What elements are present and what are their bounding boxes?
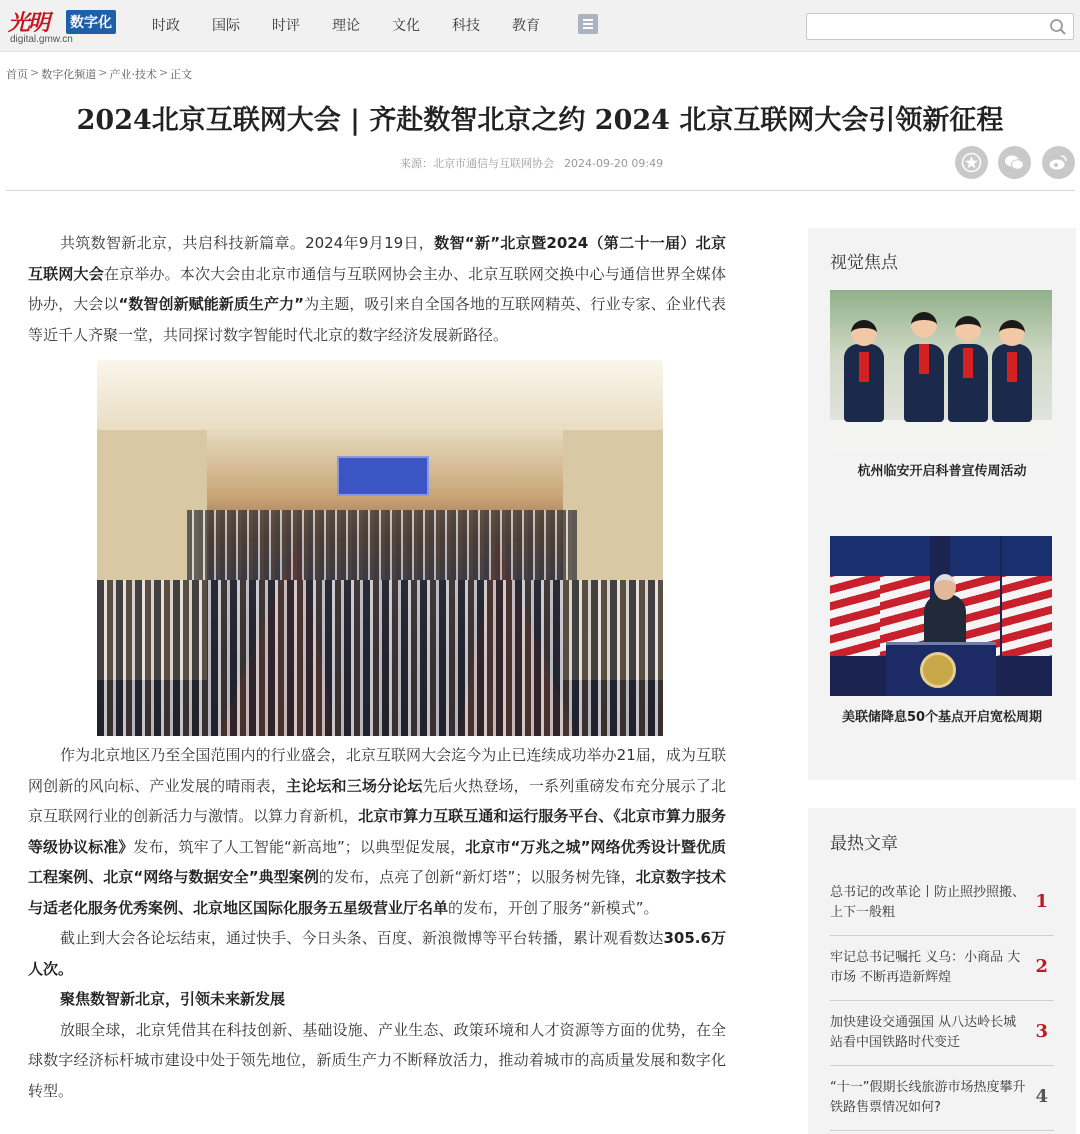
nav-item-theory[interactable]: 理论	[332, 18, 360, 34]
top-nav-bar	[0, 0, 1080, 52]
list-item[interactable]	[830, 871, 1054, 936]
focus-image-science-week[interactable]	[830, 290, 1052, 450]
visual-focus-heading: 视觉焦点	[830, 253, 898, 273]
search-input[interactable]	[807, 14, 1037, 39]
hot-article-title[interactable]: “十一”假期长线旅游市场热度攀升 铁路售票情况如何?	[830, 1080, 1026, 1115]
weibo-share-button[interactable]	[1042, 146, 1075, 179]
conference-photo	[97, 360, 663, 736]
breadcrumb-current: 正文	[170, 68, 193, 81]
hot-article-rank: 4	[1035, 1086, 1048, 1107]
hot-article-title[interactable]: 总书记的改革论丨防止照抄照搬、上下一般粗	[830, 885, 1026, 920]
hot-articles-list	[830, 871, 1054, 1131]
hot-article-title[interactable]: 牢记总书记嘱托 义乌：小商品 大市场 不断再造新辉煌	[830, 950, 1021, 985]
search-box	[806, 13, 1074, 40]
paragraph-summary: 作为北京地区乃至全国范围内的行业盛会，北京互联网大会迄今为止已连续成功举办21届，成为互联网创新的风向标、产业发展的晴雨表，主论坛和三场分论坛先后火热登场，一系列重磅发布充分展示了北京互联网行业的创新活力与激情。以算力育新机，北京市算力互联互通和运行服务平台、《北京市算力服务等级协议标准》发布，筑牢了人工智能“新高地”；以典型促发展，北京市“万兆之城”网络优秀设计暨优质工程案例、北京“网络与数据安全”典型案例的发布，点亮了创新“新灯塔”；以服务树先锋，北京数字技术与适老化服务优秀案例、北京地区国际化服务五星级营业厅名单的发布，开创了服务“新模式”。	[28, 746, 727, 917]
focus-caption-fed-rate-cut[interactable]: 美联储降息50个基点开启宽松周期	[841, 710, 1043, 725]
article-time: 2024-09-20 09:49	[564, 157, 664, 170]
paragraph-global: 放眼全球，北京凭借其在科技创新、基础设施、产业生态、政策环境和人才资源等方面的优势，在全球数字经济标杆城市建设中处于领先地位，新质生产力不断释放活力，推动着城市的高质量发展和数字化转型。	[28, 1020, 726, 1100]
list-item[interactable]	[830, 1066, 1054, 1131]
breadcrumb-home[interactable]: 首页	[6, 68, 28, 81]
title-divider	[6, 190, 1075, 191]
wechat-share-button[interactable]	[998, 146, 1031, 179]
paragraph-intro: 共筑数智新北京，共启科技新篇章。2024年9月19日，数智“新”北京暨2024（第二十一届）北京互联网大会在京举办。本次大会由北京市通信与互联网协会主办、北京互联网交换中心与通信世界全媒体协办，大会以“数智创新赋能新质生产力”为主题，吸引来自全国各地的互联网精英、行业专家、企业代表等近千人齐聚一堂，共同探讨数字智能时代北京的数字经济发展新路径。	[28, 234, 726, 344]
star-icon	[961, 152, 982, 173]
list-item[interactable]	[830, 1001, 1054, 1066]
article-meta	[400, 155, 663, 171]
main-nav	[152, 15, 572, 35]
wechat-icon	[1004, 152, 1025, 173]
nav-item-education[interactable]: 教育	[512, 18, 540, 34]
visual-focus-panel	[808, 228, 1076, 780]
site-logo[interactable]	[8, 6, 118, 46]
weibo-icon	[1048, 152, 1069, 173]
breadcrumb-section[interactable]: 产业·技术	[109, 68, 157, 81]
nav-item-culture[interactable]: 文化	[392, 18, 420, 34]
hot-article-rank: 1	[1035, 891, 1048, 912]
list-item[interactable]	[830, 936, 1054, 1001]
paragraph-views: 截止到大会各论坛结束，通过快手、今日头条、百度、新浪微博等平台转播，累计观看数达305.6万人次。	[28, 929, 726, 978]
logo-brush-text: 光明	[8, 10, 49, 36]
focus-caption-science-week[interactable]: 杭州临安开启科普宣传周活动	[857, 464, 1027, 479]
menu-icon[interactable]	[578, 14, 598, 34]
hot-article-rank: 2	[1035, 956, 1048, 977]
nav-item-tech[interactable]: 科技	[452, 18, 480, 34]
section-heading: 聚焦数智新北京，引领未来新发展	[60, 990, 286, 1008]
hot-article-title[interactable]: 加快建设交通强国 从八达岭长城站看中国铁路时代变迁	[830, 1015, 1017, 1050]
article-source: 来源：北京市通信与互联网协会	[400, 157, 554, 170]
hot-article-rank: 3	[1035, 1021, 1048, 1042]
search-icon[interactable]	[1049, 18, 1067, 36]
article-title: 2024北京互联网大会 | 齐赴数智北京之约 2024 北京互联网大会引领新征程	[76, 105, 1004, 136]
article-body	[28, 228, 726, 1106]
breadcrumb-channel[interactable]: 数字化频道	[41, 68, 97, 81]
nav-item-commentary[interactable]: 时评	[272, 18, 300, 34]
nav-item-politics[interactable]: 时政	[152, 18, 180, 34]
hot-articles-panel	[808, 808, 1076, 1134]
focus-image-fed-rate-cut[interactable]	[830, 536, 1052, 696]
hot-articles-heading: 最热文章	[830, 834, 898, 854]
favorite-share-button[interactable]	[955, 146, 988, 179]
breadcrumb: 首页 > 数字化频道 > 产业·技术 > 正文	[6, 66, 193, 81]
logo-channel-badge: 数字化	[66, 10, 116, 34]
nav-item-world[interactable]: 国际	[212, 18, 240, 34]
logo-domain: digital.gmw.cn	[10, 34, 73, 45]
